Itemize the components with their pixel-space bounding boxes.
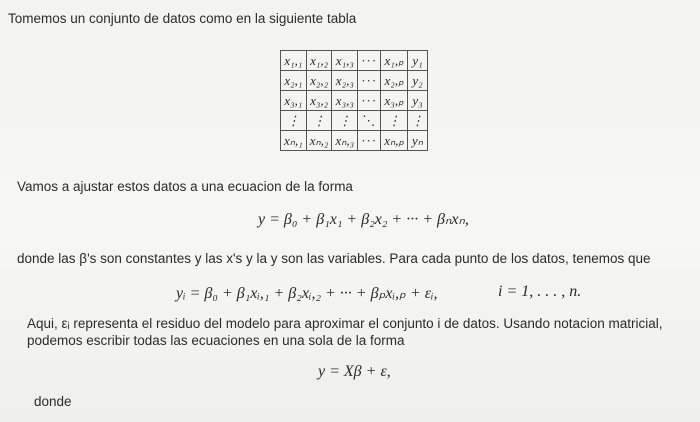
table-cell: x₃,₁ xyxy=(281,91,307,111)
table-cell: x₂,₁ xyxy=(281,71,307,91)
table-cell: x₁,₂ xyxy=(306,51,332,71)
table-cell: x₁,₁ xyxy=(281,51,307,71)
table-row xyxy=(281,51,428,71)
table-cell: ··· xyxy=(358,131,381,151)
data-table xyxy=(280,50,428,151)
table-row xyxy=(281,91,428,111)
fit-sentence: Vamos a ajustar estos datos a una ecuacion de la forma xyxy=(17,179,353,194)
table-cell: ⋮ xyxy=(332,111,358,131)
point-equation: yᵢ = β₀ + β₁xᵢ,₁ + β₂xᵢ,₂ + ··· + βₚxᵢ,ₚ + εᵢ, xyxy=(176,285,438,302)
table-cell: xₙ,₃ xyxy=(332,131,358,151)
table-cell: x₁,₃ xyxy=(332,51,358,71)
table-cell: ⋮ xyxy=(407,111,427,131)
model-equation: y = β₀ + β₁x₁ + β₂x₂ + ··· + βₙxₙ, xyxy=(258,211,469,228)
table-cell: y₂ xyxy=(407,71,427,91)
table-cell: ⋮ xyxy=(306,111,332,131)
table-cell: y₃ xyxy=(407,91,427,111)
table-cell: ⋮ xyxy=(381,111,408,131)
table-cell: x₂,₃ xyxy=(332,71,358,91)
table-cell: x₂,₂ xyxy=(306,71,332,91)
table-cell: xₙ,ₚ xyxy=(381,131,408,151)
table-cell: y₁ xyxy=(407,51,427,71)
donde-text: donde xyxy=(34,394,72,409)
table-row xyxy=(281,71,428,91)
table-cell: x₂,ₚ xyxy=(381,71,408,91)
table-cell: ··· xyxy=(358,51,381,71)
table-cell: ⋱ xyxy=(358,111,381,131)
table-row xyxy=(281,111,428,131)
table-cell: x₃,₂ xyxy=(306,91,332,111)
table-cell: ··· xyxy=(358,91,381,111)
residual-line-1: Aqui, εᵢ representa el residuo del modelo para aproximar el conjunto i de datos. Usando notacion matricial, xyxy=(27,316,663,331)
intro-text: Tomemos un conjunto de datos como en la siguiente tabla xyxy=(8,11,357,26)
index-range: i = 1, . . . , n. xyxy=(498,283,582,300)
table-cell: x₃,ₚ xyxy=(381,91,408,111)
table-cell: ⋮ xyxy=(281,111,307,131)
variables-sentence: donde las β's son constantes y las x's y la y son las variables. Para cada punto de los datos, tenemos que xyxy=(17,251,651,266)
table-cell: yₙ xyxy=(407,131,427,151)
matrix-equation: y = Xβ + ε, xyxy=(318,363,391,380)
table-row xyxy=(281,131,428,151)
table-cell: xₙ,₁ xyxy=(281,131,307,151)
data-table-body xyxy=(281,51,428,151)
residual-line-2: podemos escribir todas las ecuaciones en una sola de la forma xyxy=(27,333,405,348)
table-cell: x₁,ₚ xyxy=(381,51,408,71)
table-cell: ··· xyxy=(358,71,381,91)
table-cell: x₃,₃ xyxy=(332,91,358,111)
table-cell: xₙ,₂ xyxy=(306,131,332,151)
